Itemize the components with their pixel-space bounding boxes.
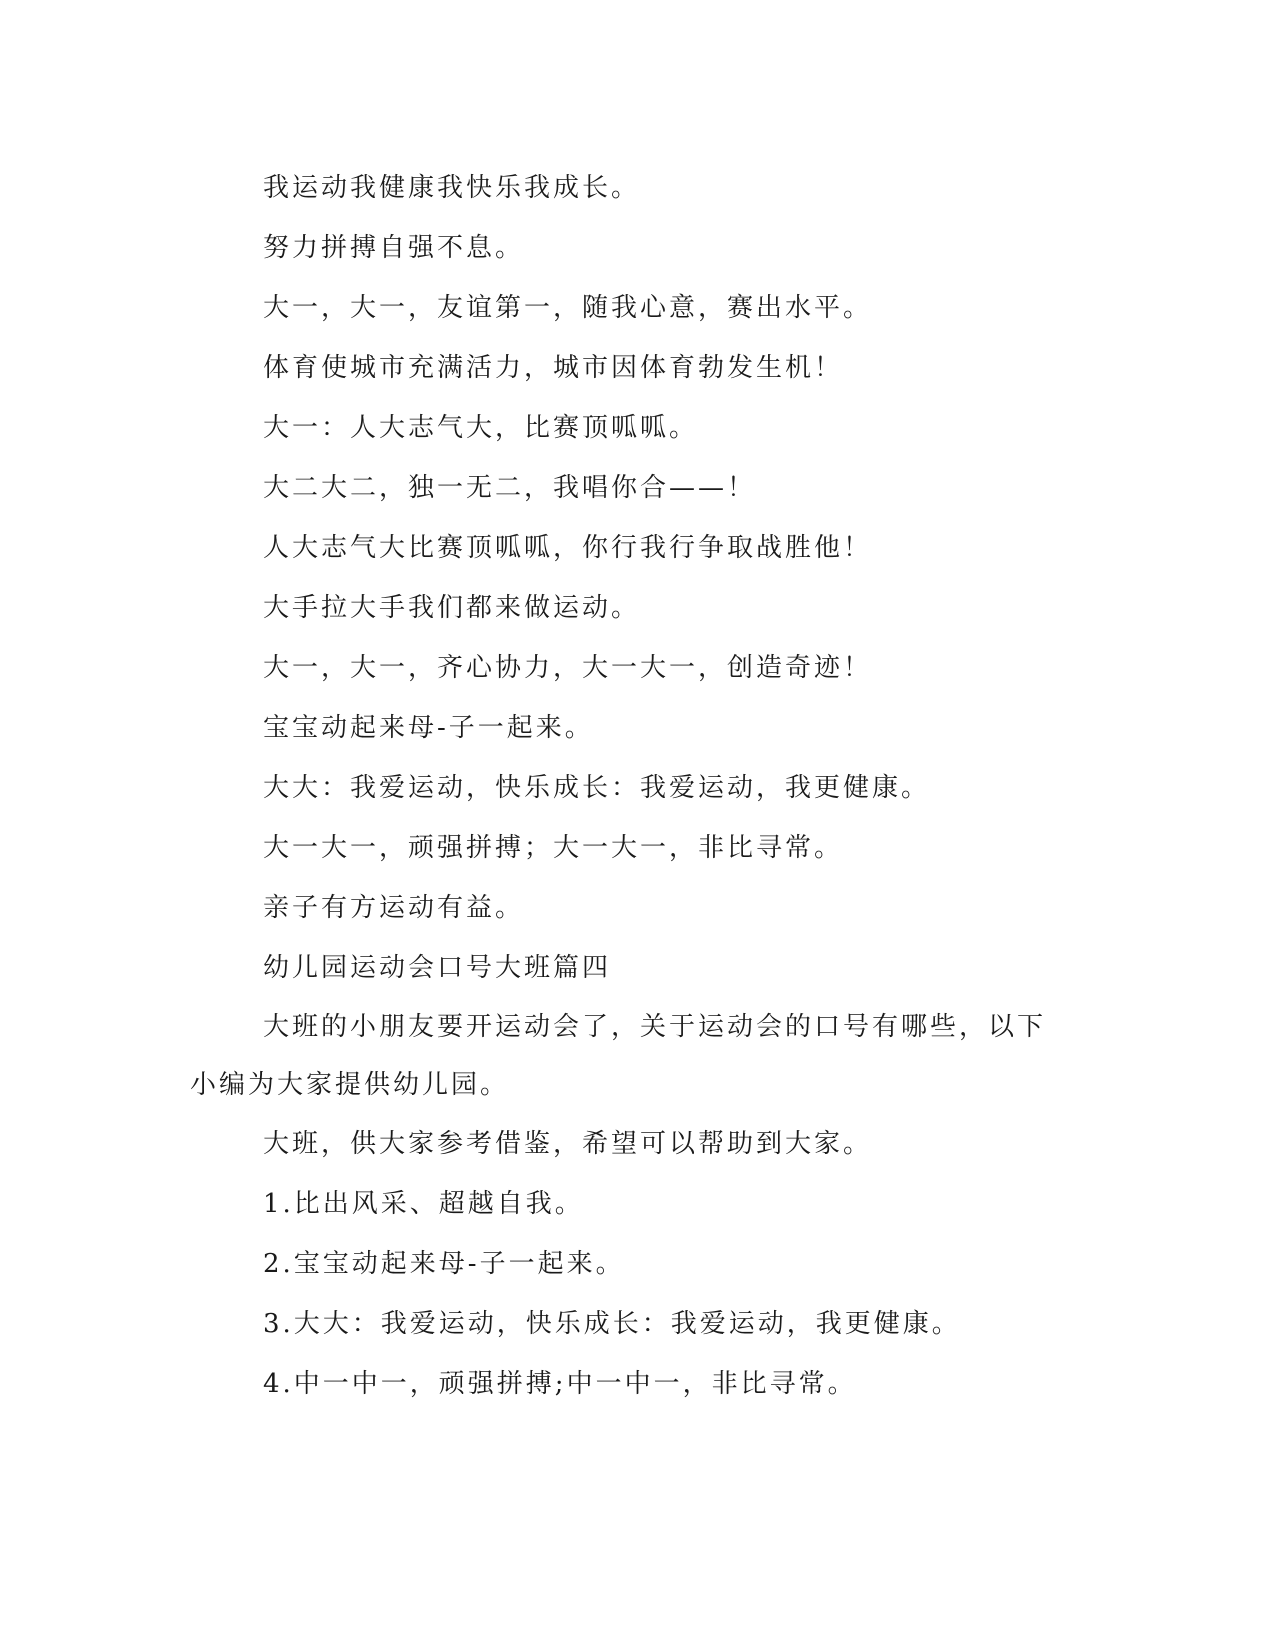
paragraph: 大手拉大手我们都来做运动。 — [263, 593, 641, 623]
paragraph: 体育使城市充满活力，城市因体育勃发生机！ — [263, 353, 844, 383]
paragraph: 大一：人大志气大，比赛顶呱呱。 — [263, 413, 699, 443]
paragraph: 大班的小朋友要开运动会了，关于运动会的口号有哪些，以下小编为大家提供幼儿园。 — [190, 1012, 1047, 1100]
paragraph: 我运动我健康我快乐我成长。 — [263, 173, 641, 203]
paragraph: 亲子有方运动有益。 — [263, 893, 525, 923]
paragraph: 大一，大一，齐心协力，大一大一，创造奇迹！ — [263, 653, 873, 683]
paragraph: 大班，供大家参考借鉴，希望可以帮助到大家。 — [263, 1129, 873, 1159]
list-item: 3.大大：我爱运动，快乐成长：我爱运动，我更健康。 — [263, 1309, 961, 1339]
paragraph: 大一，大一，友谊第一，随我心意，赛出水平。 — [263, 293, 873, 323]
list-item: 4.中一中一，顽强拼搏;中一中一，非比寻常。 — [263, 1369, 857, 1399]
paragraph: 大二大二，独一无二，我唱你合——！ — [263, 473, 757, 503]
paragraph: 宝宝动起来母-子一起来。 — [263, 713, 594, 743]
paragraph: 大大：我爱运动，快乐成长：我爱运动，我更健康。 — [263, 773, 931, 803]
section-heading: 幼儿园运动会口号大班篇四 — [263, 953, 612, 983]
paragraph: 努力拼搏自强不息。 — [263, 233, 525, 263]
paragraph: 大一大一，顽强拼搏；大一大一，非比寻常。 — [263, 833, 844, 863]
list-item: 1.比出风采、超越自我。 — [263, 1189, 584, 1219]
document-body — [190, 158, 1090, 1414]
list-item: 2.宝宝动起来母-子一起来。 — [263, 1249, 625, 1279]
paragraph: 人大志气大比赛顶呱呱，你行我行争取战胜他！ — [263, 533, 873, 563]
